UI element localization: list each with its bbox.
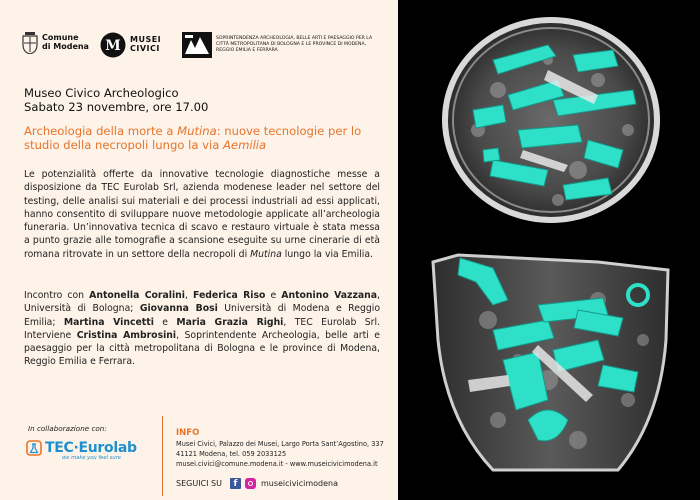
comune-logo (22, 32, 89, 54)
social-links (176, 478, 338, 489)
info-address: Musei Civici, Palazzo dei Musei, Largo Porta Sant’Agostino, 337 (176, 440, 384, 448)
comune-name: Comune di Modena (42, 33, 89, 51)
urn-top-view (445, 20, 657, 220)
facebook-icon[interactable]: f (230, 478, 241, 489)
logo-bar (22, 32, 392, 66)
venue-name: Museo Civico Archeologico (24, 86, 179, 100)
social-label: SEGUICI SU (176, 479, 222, 488)
event-datetime: Sabato 23 novembre, ore 17.00 (24, 100, 209, 114)
mibact-emblem-icon (182, 32, 212, 58)
tomography-panel (398, 0, 700, 500)
social-handle[interactable]: museicivicimodena (260, 479, 339, 488)
tec-eurolab-name: TEC·Eurolab (45, 440, 137, 456)
urn-side-view (433, 255, 668, 470)
footer-divider (162, 416, 163, 496)
tec-eurolab-logo (26, 440, 137, 456)
tomography-images (398, 0, 700, 500)
info-phone: 41121 Modena, tel. 059 2033125 (176, 450, 287, 458)
musei-name: MUSEI CIVICI (130, 35, 162, 53)
musei-emblem-icon (100, 32, 126, 58)
tec-flask-icon (26, 440, 42, 456)
description-paragraph: Le potenzialità offerte da innovative tecnologie diagnostiche messe a disposizione da TEC Eurolab Srl, azienda modenese leader nel settore del testing, delle analisi sui materiali e dei processi industriali ad essi applicati, hanno consentito di sviluppare nuove metodologie applicate all’archeologia funeraria. Un’innovativa tecnica di scavo e restauro virtuale è stata messa a punto grazie alle tomografie a scansione eseguite su urne cinerarie di età romana ritrovate in un settore della necropoli di Mutina lungo la via Emilia. (24, 169, 380, 260)
tec-tagline: we make you feel sure (62, 455, 121, 461)
svg-text:M: M (105, 38, 121, 54)
collaboration-label: In collaborazione con: (28, 424, 107, 433)
soprintendenza-name: SOPRINTENDENZA ARCHEOLOGIA, BELLE ARTI E PAESAGGIO PER LA CITTÀ METROPOLITANA DI BOLOGNA E LE PROVINCE DI MODENA, REGGIO EMILIA E FERRARA (216, 36, 373, 53)
soprintendenza-logo (182, 32, 376, 58)
event-title: Archeologia della morte a Mutina: nuove tecnologie per lo studio della necropoli lungo la via Aemilia (24, 124, 362, 152)
coat-of-arms-icon (22, 32, 38, 54)
info-contacts[interactable]: musei.civici@comune.modena.it - www.museicivicimodena.it (176, 460, 378, 468)
event-header (24, 86, 384, 114)
instagram-icon[interactable] (245, 478, 256, 489)
info-label: INFO (176, 428, 200, 438)
speakers-paragraph: Incontro con Antonella Coralini, Federica Riso e Antonino Vazzana, Università di Bologna; Giovanna Bosi Università di Modena e Reggio Emilia; Martina Vincetti e Maria Grazia Righi, TEC Eurolab Srl. Interviene Cristina Ambrosini, Soprintendente Archeologia, belle arti e paesaggio per la città metropolitana di Bologna e le province di Modena, Reggio Emilia e Ferrara. (24, 290, 381, 368)
musei-logo (100, 32, 161, 58)
